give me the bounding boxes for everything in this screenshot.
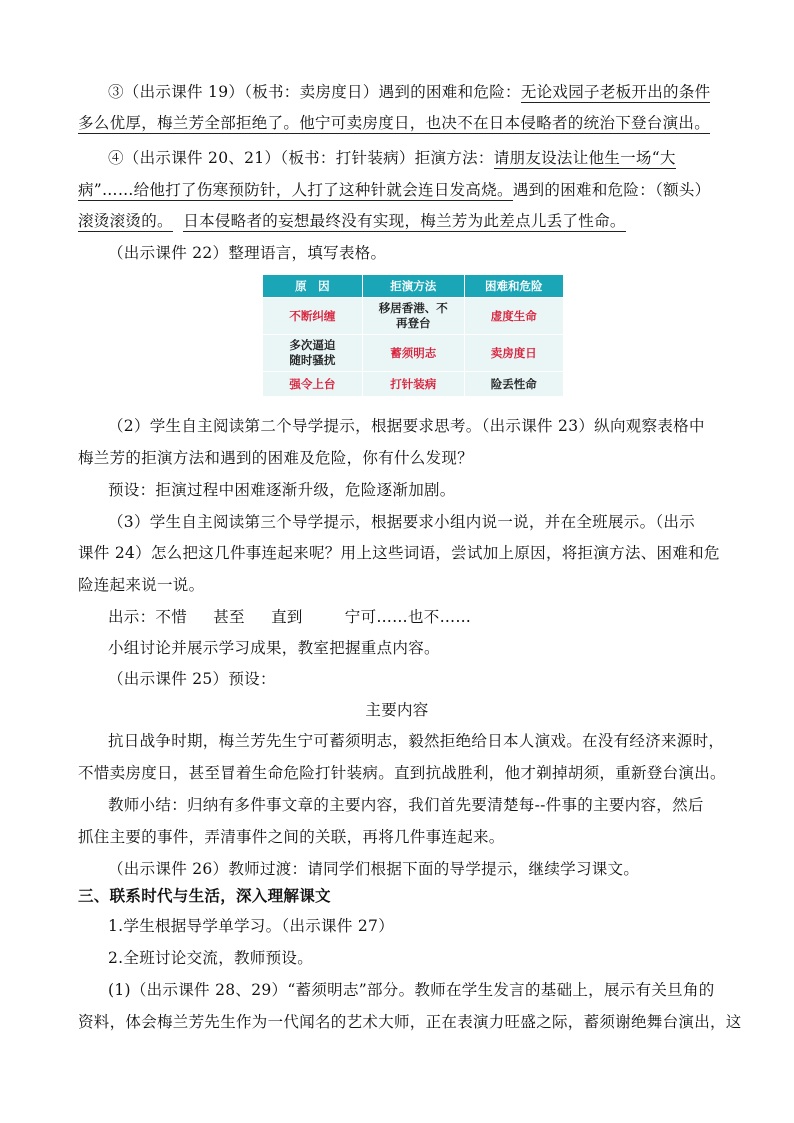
table-header-cell: 拒演方法 (362, 275, 464, 298)
show-words: 出示：不惜 甚至 直到 宁可……也不…… (108, 608, 472, 626)
preset-2: （出示课件 25）预设： (108, 670, 276, 688)
table-cell: 蓄须明志 (362, 335, 464, 372)
table-header-cell: 困难和危险 (464, 275, 563, 298)
table-cell: 多次逼迫 随时骚扰 (263, 335, 363, 372)
para-3-line1: （3）学生自主阅读第三个导学提示，根据要求小组内说一说，并在全班展示。（出示 (108, 513, 696, 531)
table-header-cell: 原 因 (263, 275, 363, 298)
para4-underlined-4: 日本侵略者的妄想最终没有实现，梅兰芳为此差点儿丢了性命。 (183, 212, 626, 230)
teacher-summary-line1: 教师小结：归纳有多件事文章的主要内容，我们首先要清楚每--件事的主要内容，然后 (108, 796, 704, 814)
table-header-row (263, 275, 564, 298)
para3-underlined: 无论戏园子老板开出的条件 (520, 83, 711, 101)
para-3-line3: 险连起来说一说。 (78, 576, 205, 594)
table-row (263, 372, 564, 397)
main-content-line1: 抗日战争时期，梅兰芳先生宁可蓄须明志，毅然拒绝给日本人演戏。在没有经济来源时， (108, 732, 725, 750)
para4-underlined: 请朋友设法让他生一场“大 (493, 149, 676, 167)
teacher-transition: （出示课件 26）教师过渡：请同学们根据下面的导学提示，继续学习课文。 (108, 860, 640, 878)
para4-text: ④（出示课件 20、21）（板书：打针装病）拒演方法： (108, 149, 494, 167)
section-3-item-3-line2: 资料，体会梅兰芳先生作为一代闻名的艺术大师，正在表演力旺盛之际，蓄须谢绝舞台演出，这 (78, 1013, 742, 1031)
para-3-line2: 课件 24）怎么把这几件事连起来呢？用上这些词语，尝试加上原因，将拒演方法、困难和危 (78, 544, 720, 562)
para4-line2 (78, 178, 710, 200)
table-row (263, 298, 564, 335)
table-cell: 强令上台 (263, 372, 363, 397)
table-cell: 不断纠缠 (263, 298, 363, 335)
para3-underlined-2: 多么优厚，梅兰芳全部拒绝了。他宁可卖房度日，也决不在日本侵略者的统治下登台演出。 (78, 114, 711, 132)
group-discussion: 小组讨论并展示学习成果，教室把握重点内容。 (108, 639, 440, 657)
para4-line1 (108, 146, 676, 168)
para4-text-2: 遇到的困难和危险：（额头） (512, 181, 711, 199)
table-intro: （出示课件 22）整理语言，填写表格。 (108, 244, 387, 262)
para4-underlined-2: 病”……给他打了伤寒预防针，人打了这种针就会连日发高烧。 (78, 181, 513, 199)
section-3-heading: 三、联系时代与生活，深入理解课文 (78, 887, 331, 905)
para4-line3 (78, 209, 626, 231)
para-2-line1: （2）学生自主阅读第二个导学提示，根据要求思考。（出示课件 23）纵向观察表格中 (108, 417, 705, 435)
table-cell: 险丢性命 (464, 372, 563, 397)
table-cell: 卖房度日 (464, 335, 563, 372)
para3-line2 (78, 111, 710, 133)
section-3-item-3-line1: (1)（出示课件 28、29）“蓄须明志”部分。教师在学生发言的基础上，展示有关旦角的 (108, 981, 715, 999)
table-row (263, 335, 564, 372)
section-3-item-1: 1.学生根据导学单学习。（出示课件 27） (108, 917, 394, 935)
table-cell: 虚度生命 (464, 298, 563, 335)
table-cell: 移居香港、不 再登台 (362, 298, 464, 335)
para3-text: ③（出示课件 19）（板书：卖房度日）遇到的困难和危险： (108, 83, 521, 101)
para3-line1 (108, 80, 710, 102)
para-2-line2: 梅兰芳的拒演方法和遇到的困难及危险，你有什么发现？ (78, 449, 474, 467)
para4-underlined-3: 滚烫滚烫的。 (78, 212, 173, 230)
para4-gap (173, 212, 183, 230)
main-content-line2: 不惜卖房度日，甚至冒着生命危险打针装病。直到抗战胜利，他才剃掉胡须，重新登台演出。 (78, 764, 726, 782)
main-content-heading: 主要内容 (365, 701, 429, 719)
teacher-summary-line2: 抓住主要的事件，弄清事件之间的关联，再将几件事连起来。 (78, 828, 505, 846)
table-cell: 打针装病 (362, 372, 464, 397)
preset-1: 预设：拒演过程中困难逐渐升级，危险逐渐加剧。 (108, 481, 456, 499)
section-3-item-2: 2.全班讨论交流，教师预设。 (108, 949, 313, 967)
reasons-table (262, 274, 564, 397)
